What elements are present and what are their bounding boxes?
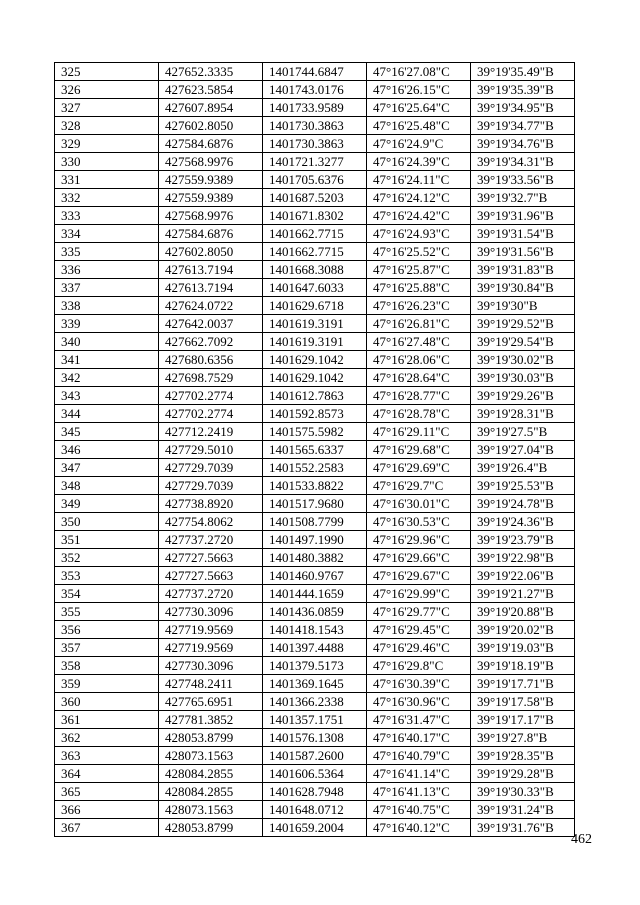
x-coordinate-cell: 427754.8062 [159,513,263,531]
point-number-cell: 367 [55,819,159,837]
table-row [55,819,575,837]
point-number-cell: 365 [55,783,159,801]
point-number-cell: 329 [55,135,159,153]
point-number-cell: 354 [55,585,159,603]
point-number-cell: 359 [55,675,159,693]
y-coordinate-cell: 1401705.6376 [263,171,367,189]
y-coordinate-cell: 1401436.0859 [263,603,367,621]
latitude-cell: 47°16'27.48"С [367,333,471,351]
latitude-cell: 47°16'25.64"С [367,99,471,117]
y-coordinate-cell: 1401397.4488 [263,639,367,657]
latitude-cell: 47°16'24.39"С [367,153,471,171]
x-coordinate-cell: 427568.9976 [159,207,263,225]
longitude-cell: 39°19'31.24"В [471,801,575,819]
latitude-cell: 47°16'40.75"С [367,801,471,819]
point-number-cell: 331 [55,171,159,189]
table-row [55,81,575,99]
x-coordinate-cell: 427730.3096 [159,603,263,621]
x-coordinate-cell: 428053.8799 [159,729,263,747]
x-coordinate-cell: 427613.7194 [159,261,263,279]
table-row [55,585,575,603]
latitude-cell: 47°16'26.23"С [367,297,471,315]
y-coordinate-cell: 1401733.9589 [263,99,367,117]
table-row [55,243,575,261]
y-coordinate-cell: 1401418.1543 [263,621,367,639]
x-coordinate-cell: 427738.8920 [159,495,263,513]
longitude-cell: 39°19'34.31"В [471,153,575,171]
latitude-cell: 47°16'41.13"С [367,783,471,801]
x-coordinate-cell: 427559.9389 [159,171,263,189]
longitude-cell: 39°19'17.71"В [471,675,575,693]
x-coordinate-cell: 428073.1563 [159,801,263,819]
table-row [55,279,575,297]
latitude-cell: 47°16'40.17"С [367,729,471,747]
point-number-cell: 326 [55,81,159,99]
coordinates-table-body [55,63,575,837]
x-coordinate-cell: 427719.9569 [159,639,263,657]
latitude-cell: 47°16'27.08"С [367,63,471,81]
table-row [55,387,575,405]
table-row [55,369,575,387]
latitude-cell: 47°16'29.69"С [367,459,471,477]
latitude-cell: 47°16'30.39"С [367,675,471,693]
longitude-cell: 39°19'27.5"В [471,423,575,441]
latitude-cell: 47°16'41.14"С [367,765,471,783]
longitude-cell: 39°19'24.78"В [471,495,575,513]
y-coordinate-cell: 1401662.7715 [263,243,367,261]
point-number-cell: 353 [55,567,159,585]
longitude-cell: 39°19'21.27"В [471,585,575,603]
table-row [55,495,575,513]
table-row [55,99,575,117]
x-coordinate-cell: 427680.6356 [159,351,263,369]
latitude-cell: 47°16'25.87"С [367,261,471,279]
table-row [55,459,575,477]
latitude-cell: 47°16'26.15"С [367,81,471,99]
latitude-cell: 47°16'24.11"С [367,171,471,189]
x-coordinate-cell: 427737.2720 [159,585,263,603]
point-number-cell: 343 [55,387,159,405]
latitude-cell: 47°16'29.67"С [367,567,471,585]
latitude-cell: 47°16'28.64"С [367,369,471,387]
y-coordinate-cell: 1401730.3863 [263,135,367,153]
y-coordinate-cell: 1401587.2600 [263,747,367,765]
longitude-cell: 39°19'32.7"В [471,189,575,207]
longitude-cell: 39°19'30.84"В [471,279,575,297]
table-row [55,639,575,657]
longitude-cell: 39°19'30.33"В [471,783,575,801]
longitude-cell: 39°19'31.54"В [471,225,575,243]
x-coordinate-cell: 427652.3335 [159,63,263,81]
x-coordinate-cell: 427702.2774 [159,387,263,405]
longitude-cell: 39°19'17.58"В [471,693,575,711]
point-number-cell: 351 [55,531,159,549]
latitude-cell: 47°16'24.93"С [367,225,471,243]
latitude-cell: 47°16'29.77"С [367,603,471,621]
x-coordinate-cell: 427712.2419 [159,423,263,441]
x-coordinate-cell: 427729.5010 [159,441,263,459]
x-coordinate-cell: 427737.2720 [159,531,263,549]
point-number-cell: 361 [55,711,159,729]
point-number-cell: 327 [55,99,159,117]
y-coordinate-cell: 1401721.3277 [263,153,367,171]
latitude-cell: 47°16'25.52"С [367,243,471,261]
table-row [55,531,575,549]
longitude-cell: 39°19'20.88"В [471,603,575,621]
point-number-cell: 335 [55,243,159,261]
longitude-cell: 39°19'31.96"В [471,207,575,225]
longitude-cell: 39°19'24.36"В [471,513,575,531]
y-coordinate-cell: 1401460.9767 [263,567,367,585]
point-number-cell: 364 [55,765,159,783]
longitude-cell: 39°19'28.35"В [471,747,575,765]
longitude-cell: 39°19'34.76"В [471,135,575,153]
point-number-cell: 346 [55,441,159,459]
longitude-cell: 39°19'29.28"В [471,765,575,783]
x-coordinate-cell: 427719.9569 [159,621,263,639]
table-row [55,765,575,783]
point-number-cell: 338 [55,297,159,315]
y-coordinate-cell: 1401357.1751 [263,711,367,729]
y-coordinate-cell: 1401366.2338 [263,693,367,711]
longitude-cell: 39°19'28.31"В [471,405,575,423]
point-number-cell: 345 [55,423,159,441]
table-row [55,513,575,531]
x-coordinate-cell: 428073.1563 [159,747,263,765]
latitude-cell: 47°16'28.78"С [367,405,471,423]
longitude-cell: 39°19'19.03"В [471,639,575,657]
x-coordinate-cell: 427602.8050 [159,243,263,261]
point-number-cell: 325 [55,63,159,81]
table-row [55,783,575,801]
x-coordinate-cell: 427662.7092 [159,333,263,351]
x-coordinate-cell: 428053.8799 [159,819,263,837]
longitude-cell: 39°19'26.4"В [471,459,575,477]
x-coordinate-cell: 428084.2855 [159,783,263,801]
y-coordinate-cell: 1401668.3088 [263,261,367,279]
table-row [55,621,575,639]
table-row [55,153,575,171]
y-coordinate-cell: 1401444.1659 [263,585,367,603]
point-number-cell: 366 [55,801,159,819]
latitude-cell: 47°16'25.88"С [367,279,471,297]
longitude-cell: 39°19'22.98"В [471,549,575,567]
longitude-cell: 39°19'34.95"В [471,99,575,117]
y-coordinate-cell: 1401517.9680 [263,495,367,513]
longitude-cell: 39°19'34.77"В [471,117,575,135]
point-number-cell: 363 [55,747,159,765]
table-row [55,729,575,747]
point-number-cell: 352 [55,549,159,567]
y-coordinate-cell: 1401628.7948 [263,783,367,801]
latitude-cell: 47°16'28.77"С [367,387,471,405]
y-coordinate-cell: 1401743.0176 [263,81,367,99]
y-coordinate-cell: 1401619.3191 [263,333,367,351]
latitude-cell: 47°16'40.12"С [367,819,471,837]
point-number-cell: 360 [55,693,159,711]
latitude-cell: 47°16'29.96"С [367,531,471,549]
latitude-cell: 47°16'24.12"С [367,189,471,207]
y-coordinate-cell: 1401744.6847 [263,63,367,81]
latitude-cell: 47°16'29.99"С [367,585,471,603]
table-row [55,405,575,423]
y-coordinate-cell: 1401565.6337 [263,441,367,459]
point-number-cell: 339 [55,315,159,333]
y-coordinate-cell: 1401497.1990 [263,531,367,549]
longitude-cell: 39°19'25.53"В [471,477,575,495]
point-number-cell: 358 [55,657,159,675]
y-coordinate-cell: 1401662.7715 [263,225,367,243]
x-coordinate-cell: 427748.2411 [159,675,263,693]
latitude-cell: 47°16'29.7"С [367,477,471,495]
y-coordinate-cell: 1401619.3191 [263,315,367,333]
longitude-cell: 39°19'35.49"В [471,63,575,81]
y-coordinate-cell: 1401648.0712 [263,801,367,819]
point-number-cell: 357 [55,639,159,657]
table-row [55,171,575,189]
x-coordinate-cell: 427727.5663 [159,549,263,567]
x-coordinate-cell: 427729.7039 [159,477,263,495]
longitude-cell: 39°19'29.26"В [471,387,575,405]
y-coordinate-cell: 1401606.5364 [263,765,367,783]
longitude-cell: 39°19'30.02"В [471,351,575,369]
x-coordinate-cell: 427623.5854 [159,81,263,99]
point-number-cell: 330 [55,153,159,171]
table-row [55,189,575,207]
longitude-cell: 39°19'30"В [471,297,575,315]
latitude-cell: 47°16'26.81"С [367,315,471,333]
y-coordinate-cell: 1401508.7799 [263,513,367,531]
y-coordinate-cell: 1401575.5982 [263,423,367,441]
x-coordinate-cell: 427730.3096 [159,657,263,675]
longitude-cell: 39°19'27.8"В [471,729,575,747]
point-number-cell: 347 [55,459,159,477]
table-row [55,567,575,585]
point-number-cell: 336 [55,261,159,279]
table-row [55,657,575,675]
table-row [55,297,575,315]
x-coordinate-cell: 427727.5663 [159,567,263,585]
table-row [55,801,575,819]
latitude-cell: 47°16'30.53"С [367,513,471,531]
table-row [55,207,575,225]
x-coordinate-cell: 427613.7194 [159,279,263,297]
longitude-cell: 39°19'22.06"В [471,567,575,585]
y-coordinate-cell: 1401592.8573 [263,405,367,423]
longitude-cell: 39°19'23.79"В [471,531,575,549]
table-row [55,225,575,243]
table-row [55,477,575,495]
table-row [55,261,575,279]
y-coordinate-cell: 1401576.1308 [263,729,367,747]
y-coordinate-cell: 1401480.3882 [263,549,367,567]
y-coordinate-cell: 1401659.2004 [263,819,367,837]
y-coordinate-cell: 1401552.2583 [263,459,367,477]
latitude-cell: 47°16'24.42"С [367,207,471,225]
x-coordinate-cell: 427702.2774 [159,405,263,423]
longitude-cell: 39°19'30.03"В [471,369,575,387]
point-number-cell: 356 [55,621,159,639]
point-number-cell: 348 [55,477,159,495]
x-coordinate-cell: 427584.6876 [159,135,263,153]
x-coordinate-cell: 427568.9976 [159,153,263,171]
latitude-cell: 47°16'30.01"С [367,495,471,513]
y-coordinate-cell: 1401379.5173 [263,657,367,675]
y-coordinate-cell: 1401369.1645 [263,675,367,693]
latitude-cell: 47°16'31.47"С [367,711,471,729]
x-coordinate-cell: 427559.9389 [159,189,263,207]
table-row [55,693,575,711]
longitude-cell: 39°19'27.04"В [471,441,575,459]
x-coordinate-cell: 427584.6876 [159,225,263,243]
y-coordinate-cell: 1401629.1042 [263,369,367,387]
x-coordinate-cell: 428084.2855 [159,765,263,783]
longitude-cell: 39°19'31.83"В [471,261,575,279]
latitude-cell: 47°16'24.9"С [367,135,471,153]
longitude-cell: 39°19'31.56"В [471,243,575,261]
longitude-cell: 39°19'29.54"В [471,333,575,351]
latitude-cell: 47°16'29.8"С [367,657,471,675]
table-row [55,315,575,333]
point-number-cell: 340 [55,333,159,351]
table-row [55,117,575,135]
point-number-cell: 332 [55,189,159,207]
point-number-cell: 341 [55,351,159,369]
x-coordinate-cell: 427698.7529 [159,369,263,387]
point-number-cell: 344 [55,405,159,423]
latitude-cell: 47°16'29.66"С [367,549,471,567]
point-number-cell: 328 [55,117,159,135]
table-row [55,63,575,81]
point-number-cell: 334 [55,225,159,243]
x-coordinate-cell: 427624.0722 [159,297,263,315]
table-row [55,675,575,693]
y-coordinate-cell: 1401647.6033 [263,279,367,297]
longitude-cell: 39°19'18.19"В [471,657,575,675]
table-row [55,603,575,621]
latitude-cell: 47°16'25.48"С [367,117,471,135]
latitude-cell: 47°16'29.46"С [367,639,471,657]
y-coordinate-cell: 1401612.7863 [263,387,367,405]
longitude-cell: 39°19'31.76"В [471,819,575,837]
latitude-cell: 47°16'40.79"С [367,747,471,765]
longitude-cell: 39°19'20.02"В [471,621,575,639]
latitude-cell: 47°16'30.96"С [367,693,471,711]
point-number-cell: 355 [55,603,159,621]
table-row [55,351,575,369]
coordinates-table [54,62,575,837]
longitude-cell: 39°19'35.39"В [471,81,575,99]
point-number-cell: 337 [55,279,159,297]
table-row [55,423,575,441]
longitude-cell: 39°19'17.17"В [471,711,575,729]
y-coordinate-cell: 1401730.3863 [263,117,367,135]
point-number-cell: 349 [55,495,159,513]
longitude-cell: 39°19'33.56"В [471,171,575,189]
table-row [55,333,575,351]
x-coordinate-cell: 427602.8050 [159,117,263,135]
table-row [55,711,575,729]
y-coordinate-cell: 1401629.1042 [263,351,367,369]
x-coordinate-cell: 427642.0037 [159,315,263,333]
point-number-cell: 333 [55,207,159,225]
y-coordinate-cell: 1401533.8822 [263,477,367,495]
latitude-cell: 47°16'29.11"С [367,423,471,441]
point-number-cell: 342 [55,369,159,387]
x-coordinate-cell: 427765.6951 [159,693,263,711]
y-coordinate-cell: 1401671.8302 [263,207,367,225]
x-coordinate-cell: 427607.8954 [159,99,263,117]
x-coordinate-cell: 427729.7039 [159,459,263,477]
latitude-cell: 47°16'28.06"С [367,351,471,369]
point-number-cell: 350 [55,513,159,531]
y-coordinate-cell: 1401687.5203 [263,189,367,207]
table-row [55,549,575,567]
longitude-cell: 39°19'29.52"В [471,315,575,333]
x-coordinate-cell: 427781.3852 [159,711,263,729]
latitude-cell: 47°16'29.68"С [367,441,471,459]
table-row [55,747,575,765]
table-row [55,135,575,153]
point-number-cell: 362 [55,729,159,747]
latitude-cell: 47°16'29.45"С [367,621,471,639]
y-coordinate-cell: 1401629.6718 [263,297,367,315]
table-row [55,441,575,459]
page-number: 462 [571,832,592,847]
